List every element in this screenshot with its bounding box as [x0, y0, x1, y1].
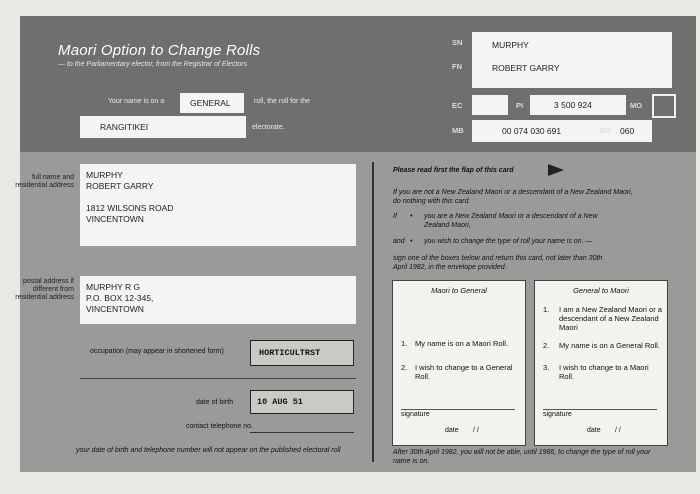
electorate-box	[80, 116, 246, 138]
phone-line	[250, 432, 354, 433]
ec-label: EC	[452, 101, 463, 110]
postal-address: MURPHY R G P.O. BOX 12-345, VINCENTOWN	[86, 282, 154, 314]
item-number: 1.	[543, 305, 550, 314]
instruction-heading: Please read first the flap of this card	[393, 167, 514, 174]
ec-box	[472, 95, 508, 115]
and-label: and	[393, 238, 405, 245]
electorate: RANGITIKEI	[100, 122, 149, 132]
pi-box	[530, 95, 626, 115]
column-divider	[372, 162, 374, 462]
first-names: ROBERT GARRY	[492, 63, 560, 73]
postal-box	[80, 276, 356, 324]
option-maori-to-general[interactable]	[392, 280, 526, 446]
condition-2: you wish to change the type of roll your name is on. —	[424, 238, 593, 245]
not-maori-note: If you are not a New Zealand Maori or a descendant of a New Zealand Maori, do nothing with this card.	[393, 189, 633, 205]
option-title: General to Maori	[573, 286, 629, 295]
roll-prefix: Your name is on a	[108, 98, 165, 105]
item-number: 3.	[543, 363, 550, 372]
eo-label: EO	[600, 126, 611, 135]
item-text: My name is on a General Roll.	[559, 341, 660, 350]
signature-line[interactable]	[401, 409, 515, 410]
full-name-box	[80, 164, 356, 246]
privacy-note: your date of birth and telephone number will not appear on the published electoral roll	[76, 447, 341, 454]
surname: MURPHY	[492, 40, 529, 50]
electorate-suffix: electorate.	[252, 124, 285, 131]
mb-label: MB	[452, 126, 464, 135]
item-text: I wish to change to a General Roll.	[415, 363, 513, 381]
sign-instruction: sign one of the boxes below and return this card, not later than 30th April 1982, in the envelope provided.	[393, 255, 603, 271]
item-text: I wish to change to a Maori Roll.	[559, 363, 649, 381]
phone-label: contact telephone no.	[186, 423, 253, 430]
postal-label: postal address if different from residential address	[15, 278, 74, 301]
left-divider	[80, 378, 356, 379]
item-number: 2.	[401, 363, 408, 372]
option-general-to-maori[interactable]	[534, 280, 668, 446]
roll-type: GENERAL	[190, 98, 231, 108]
full-name-address: MURPHY ROBERT GARRY 1812 WILSONS ROAD VINCENTOWN	[86, 170, 174, 224]
dob-box	[250, 390, 354, 414]
fn-label: FN	[452, 62, 462, 71]
occupation-box	[250, 340, 354, 366]
pi-label: PI	[516, 101, 524, 110]
arrow-right-icon	[548, 164, 564, 176]
roll-suffix: roll, the roll for the	[254, 98, 311, 105]
pi-value: 3 500 924	[554, 100, 592, 110]
condition-1: you are a New Zealand Maori or a descendant of a New Zealand Maori,	[424, 213, 598, 229]
item-text: I am a New Zealand Maori or a descendant of a New Zealand Maori	[559, 305, 662, 332]
roll-type-box	[180, 93, 244, 113]
signature-line[interactable]	[543, 409, 657, 410]
occupation: HORTICULTRST	[259, 348, 321, 358]
name-code-box	[472, 32, 672, 88]
bullet-2: •	[410, 238, 413, 245]
occupation-label: occupation (may appear in shortened form)	[90, 348, 224, 355]
deadline-note: After 30th April 1982, you will not be able, until 1986, to change the type of roll your name is on.	[393, 449, 651, 465]
card-title: Maori Option to Change Rolls	[58, 42, 261, 59]
mb-value: 00 074 030 691	[502, 126, 562, 136]
date-label: date	[587, 427, 601, 434]
option-title: Maori to General	[431, 286, 487, 295]
item-number: 2.	[543, 341, 550, 350]
mb-box	[472, 120, 616, 142]
bullet-1: •	[410, 213, 413, 220]
dob-label: date of birth	[196, 399, 233, 406]
item-number: 1.	[401, 339, 408, 348]
eo-box	[614, 120, 652, 142]
signature-label: signature	[401, 411, 430, 418]
date-label: date	[445, 427, 459, 434]
if-label: If	[393, 213, 397, 220]
eo-value: 060	[620, 126, 635, 136]
signature-label: signature	[543, 411, 572, 418]
mo-box	[652, 94, 676, 118]
dob: 10 AUG 51	[257, 397, 303, 407]
full-name-label: full name and residential address	[15, 174, 74, 189]
date-separator: / /	[615, 427, 621, 434]
mo-label: MO	[630, 101, 643, 110]
sn-label: SN	[452, 38, 463, 47]
date-separator: / /	[473, 427, 479, 434]
item-text: My name is on a Maori Roll.	[415, 339, 508, 348]
card-subtitle: — to the Parliamentary elector, from the Registrar of Electors	[58, 61, 248, 68]
